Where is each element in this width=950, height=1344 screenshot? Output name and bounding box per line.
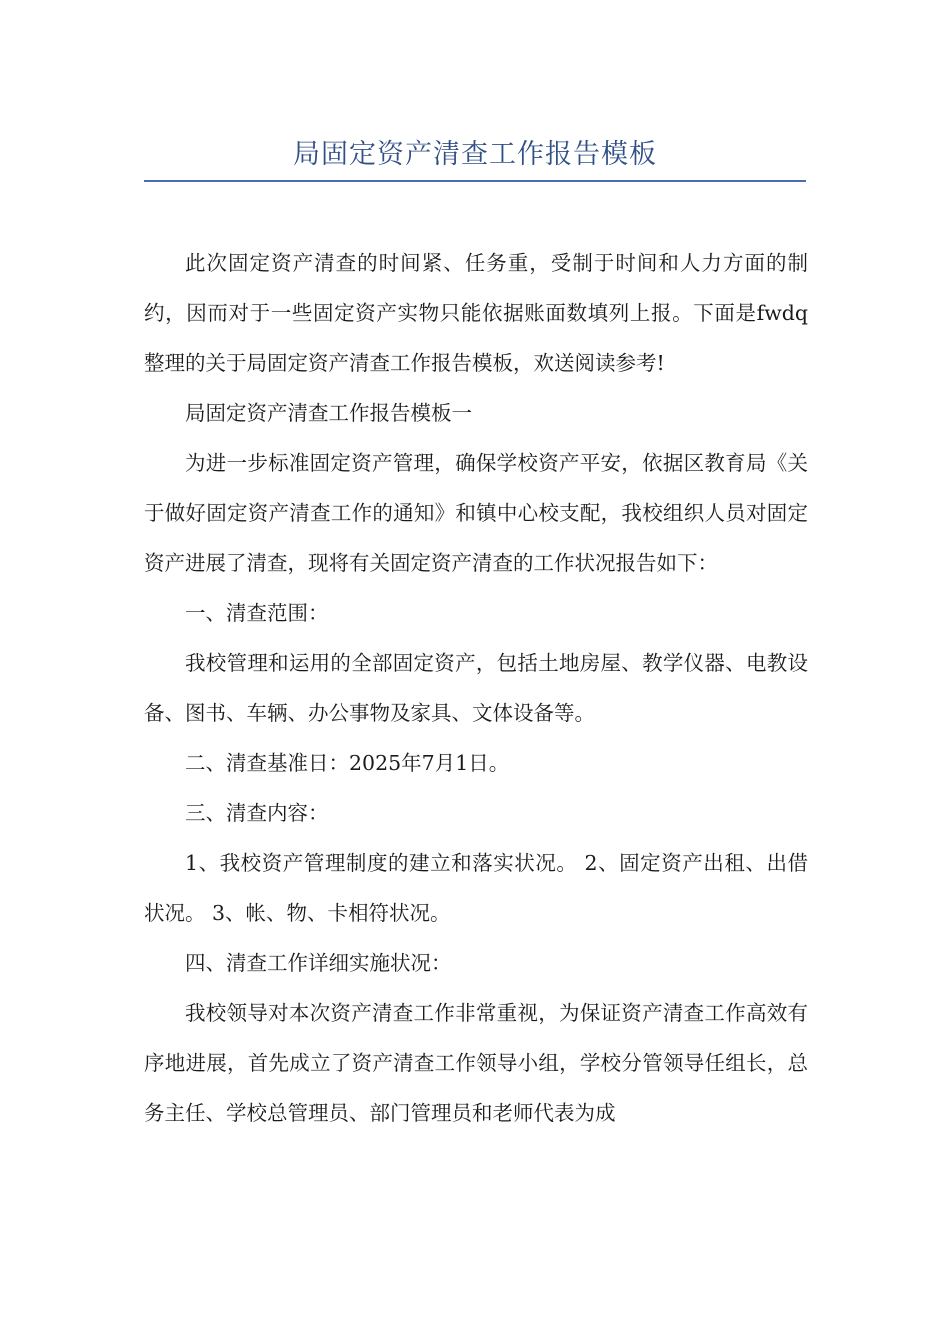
paragraph-intro: 此次固定资产清查的时间紧、任务重，受制于时间和人力方面的制约，因而对于一些固定资产实物只能依据账面数填列上报。下面是fwdq整理的关于局固定资产清查工作报告模板，欢送阅读参考!	[144, 251, 808, 375]
paragraph-scope: 我校管理和运用的全部固定资产，包括土地房屋、教学仪器、电教设备、图书、车辆、办公事物及家具、文体设备等。	[144, 651, 808, 725]
document-title: 局固定资产清查工作报告模板	[293, 139, 657, 170]
heading-base-date: 二、清查基准日：2025年7月1日。	[185, 751, 510, 775]
paragraph-preface: 为进一步标准固定资产管理，确保学校资产平安，依据区教育局《关于做好固定资产清查工作的通知》和镇中心校支配，我校组织人员对固定资产进展了清查，现将有关固定资产清查的工作状况报告如下：	[144, 451, 808, 575]
paragraph-subtitle: 局固定资产清查工作报告模板一	[185, 401, 472, 425]
document-body	[144, 238, 808, 1138]
heading-scope: 一、清查范围：	[185, 601, 329, 625]
title-underline	[144, 180, 806, 182]
heading-implementation: 四、清查工作详细实施状况：	[185, 951, 452, 975]
paragraph-implementation: 我校领导对本次资产清查工作非常重视，为保证资产清查工作高效有序地进展，首先成立了资产清查工作领导小组，学校分管领导任组长，总务主任、学校总管理员、部门管理员和老师代表为成	[144, 1001, 808, 1125]
paragraph-content: 1、我校资产管理制度的建立和落实状况。 2、固定资产出租、出借状况。 3、帐、物、卡相符状况。	[144, 851, 808, 925]
heading-content: 三、清查内容：	[185, 801, 329, 825]
